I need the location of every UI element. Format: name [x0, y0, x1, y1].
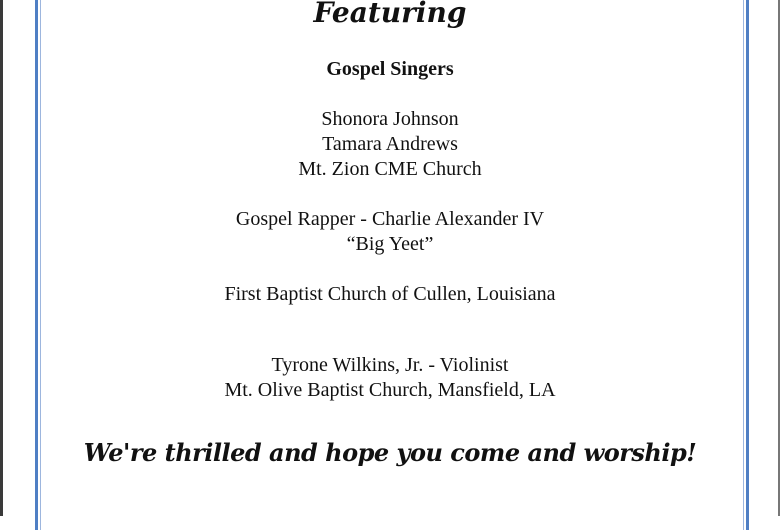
featuring-title: Featuring — [313, 0, 467, 29]
rapper-line: Gospel Rapper - Charlie Alexander IV — [235, 208, 545, 230]
singer-name: Shonora Johnson — [321, 108, 459, 130]
violinist-line: Tyrone Wilkins, Jr. - Violinist — [271, 354, 509, 376]
singer-name: Tamara Andrews — [322, 133, 458, 155]
gospel-singers-heading: Gospel Singers — [326, 58, 454, 80]
rapper-nickname: “Big Yeet” — [346, 233, 434, 255]
violinist-church: Mt. Olive Baptist Church, Mansfield, LA — [224, 379, 556, 401]
closing-message: We're thrilled and hope you come and worship! — [83, 438, 697, 467]
rapper-church: First Baptist Church of Cullen, Louisiana — [224, 283, 556, 305]
singer-church: Mt. Zion CME Church — [298, 158, 482, 180]
